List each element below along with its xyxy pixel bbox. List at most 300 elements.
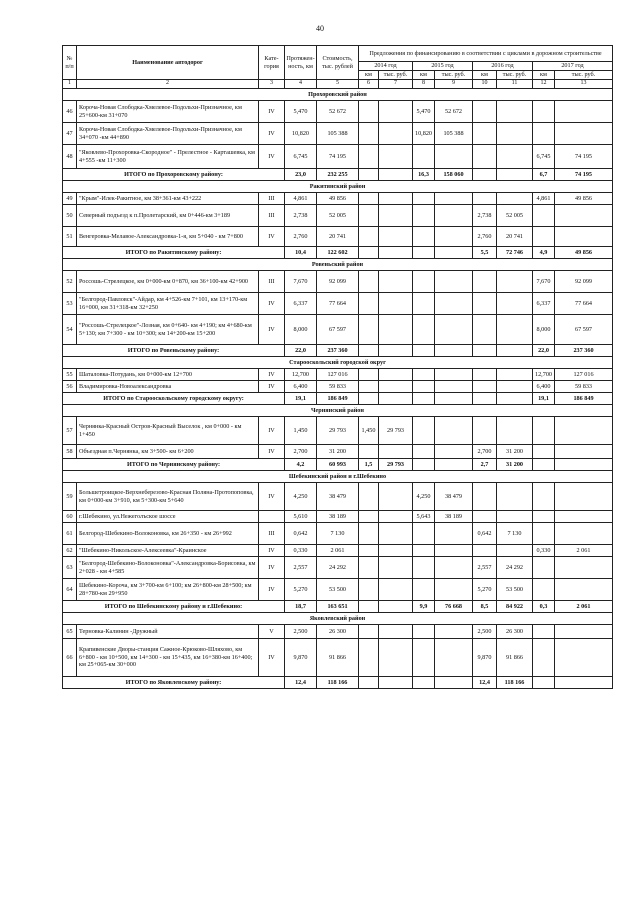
total-year-value bbox=[379, 345, 413, 357]
year-value bbox=[359, 579, 379, 601]
road-cost: 127 016 bbox=[317, 369, 359, 381]
road-length: 9,870 bbox=[285, 639, 317, 677]
header-km: км bbox=[413, 71, 435, 80]
total-year-value: 2 061 bbox=[555, 601, 613, 613]
total-year-value: 186 849 bbox=[555, 393, 613, 405]
district-total-row bbox=[63, 169, 613, 181]
year-value: 6,745 bbox=[533, 145, 555, 169]
table-row bbox=[63, 369, 613, 381]
road-name: Короча-Новая Слободка-Хмелевое-Подольхи-Призначное, км 34+070 -км 44+890 bbox=[77, 123, 259, 145]
year-value: 91 866 bbox=[497, 639, 533, 677]
year-value bbox=[533, 523, 555, 545]
road-name: Северный подъезд к п.Пролетарский, км 0+446-км 3+189 bbox=[77, 205, 259, 227]
total-year-value bbox=[379, 393, 413, 405]
year-value bbox=[379, 625, 413, 639]
header-rub: тыс. руб. bbox=[435, 71, 473, 80]
year-value bbox=[359, 557, 379, 579]
total-year-value bbox=[435, 677, 473, 689]
total-year-value bbox=[359, 601, 379, 613]
road-name: Объездная п.Чернянка, км 3+500- км 6+200 bbox=[77, 445, 259, 459]
year-value: 7,670 bbox=[533, 271, 555, 293]
road-category bbox=[259, 511, 285, 523]
year-value bbox=[555, 227, 613, 247]
year-value bbox=[533, 417, 555, 445]
road-cost: 53 500 bbox=[317, 579, 359, 601]
year-value bbox=[473, 271, 497, 293]
district-total-row bbox=[63, 247, 613, 259]
year-value: 29 793 bbox=[379, 417, 413, 445]
total-cost: 232 255 bbox=[317, 169, 359, 181]
total-year-value bbox=[435, 345, 473, 357]
road-category: IV bbox=[259, 293, 285, 315]
year-value bbox=[413, 523, 435, 545]
road-cost: 52 005 bbox=[317, 205, 359, 227]
total-length: 23,0 bbox=[285, 169, 317, 181]
year-value bbox=[379, 511, 413, 523]
year-value: 92 099 bbox=[555, 271, 613, 293]
year-value bbox=[379, 193, 413, 205]
total-year-value: 19,1 bbox=[533, 393, 555, 405]
year-value bbox=[473, 417, 497, 445]
total-cost: 163 651 bbox=[317, 601, 359, 613]
total-length: 19,1 bbox=[285, 393, 317, 405]
road-cost: 2 061 bbox=[317, 545, 359, 557]
year-value bbox=[435, 557, 473, 579]
year-value bbox=[359, 545, 379, 557]
district-title: Старооскольский городской округ bbox=[63, 357, 613, 369]
district-total-row bbox=[63, 601, 613, 613]
year-value bbox=[555, 523, 613, 545]
road-category: III bbox=[259, 205, 285, 227]
header-rub: тыс. руб. bbox=[379, 71, 413, 80]
year-value bbox=[359, 625, 379, 639]
table-row bbox=[63, 445, 613, 459]
total-year-value: 84 922 bbox=[497, 601, 533, 613]
year-value bbox=[379, 445, 413, 459]
year-value bbox=[555, 511, 613, 523]
header-category: Кате- гория bbox=[259, 46, 285, 80]
road-cost: 92 099 bbox=[317, 271, 359, 293]
road-cost: 20 741 bbox=[317, 227, 359, 247]
road-financing-table bbox=[62, 45, 613, 689]
district-header-row bbox=[63, 471, 613, 483]
year-value bbox=[379, 381, 413, 393]
year-value bbox=[379, 557, 413, 579]
year-value bbox=[473, 101, 497, 123]
total-year-value bbox=[473, 345, 497, 357]
year-value bbox=[359, 445, 379, 459]
row-number: 50 bbox=[63, 205, 77, 227]
total-year-value: 237 360 bbox=[555, 345, 613, 357]
year-value bbox=[473, 381, 497, 393]
year-value: 2,557 bbox=[473, 557, 497, 579]
total-year-value bbox=[473, 393, 497, 405]
year-value: 74 195 bbox=[555, 145, 613, 169]
total-label: ИТОГО по Яковлевскому району: bbox=[63, 677, 285, 689]
road-length: 2,760 bbox=[285, 227, 317, 247]
year-value bbox=[555, 483, 613, 511]
year-value bbox=[413, 639, 435, 677]
total-year-value bbox=[359, 677, 379, 689]
year-value bbox=[413, 193, 435, 205]
year-value bbox=[413, 445, 435, 459]
year-value bbox=[379, 145, 413, 169]
total-year-value bbox=[533, 459, 555, 471]
table-row bbox=[63, 545, 613, 557]
road-name: Чернянка-Красный Остров-Красный Выселок , км 0+000 - км 1+450 bbox=[77, 417, 259, 445]
year-value bbox=[435, 293, 473, 315]
col-index: 12 bbox=[533, 80, 555, 89]
road-cost: 105 388 bbox=[317, 123, 359, 145]
district-total-row bbox=[63, 345, 613, 357]
total-year-value: 5,5 bbox=[473, 247, 497, 259]
total-year-value bbox=[413, 345, 435, 357]
road-name: г.Шебекино, ул.Нежеголъское шоссе bbox=[77, 511, 259, 523]
total-year-value bbox=[473, 169, 497, 181]
table-row bbox=[63, 625, 613, 639]
road-length: 12,700 bbox=[285, 369, 317, 381]
year-value bbox=[497, 193, 533, 205]
year-value bbox=[533, 625, 555, 639]
total-year-value bbox=[359, 247, 379, 259]
road-length: 2,700 bbox=[285, 445, 317, 459]
page-number: 40 bbox=[316, 24, 324, 33]
road-length: 10,820 bbox=[285, 123, 317, 145]
year-value bbox=[359, 271, 379, 293]
district-header-row bbox=[63, 181, 613, 193]
year-value bbox=[413, 315, 435, 345]
total-year-value: 12,4 bbox=[473, 677, 497, 689]
total-year-value bbox=[359, 169, 379, 181]
road-cost: 38 189 bbox=[317, 511, 359, 523]
col-index: 10 bbox=[473, 80, 497, 89]
total-cost: 118 166 bbox=[317, 677, 359, 689]
road-cost: 59 833 bbox=[317, 381, 359, 393]
road-name: Большетроицкое-Верхнеберезово-Красная Поляна-Протопоповка, км 0+000-км 3+910, км 5+300-км 5+640 bbox=[77, 483, 259, 511]
road-category: IV bbox=[259, 227, 285, 247]
total-year-value bbox=[497, 345, 533, 357]
row-number: 56 bbox=[63, 381, 77, 393]
year-value bbox=[533, 483, 555, 511]
year-value bbox=[379, 639, 413, 677]
year-value: 38 189 bbox=[435, 511, 473, 523]
year-value bbox=[359, 523, 379, 545]
year-value bbox=[497, 101, 533, 123]
year-value bbox=[359, 205, 379, 227]
district-total-row bbox=[63, 393, 613, 405]
header-name: Наименование автодорог bbox=[77, 46, 259, 80]
road-name: Шаталовка-Потудань, км 0+000-км 12+700 bbox=[77, 369, 259, 381]
year-value: 67 597 bbox=[555, 315, 613, 345]
road-category: IV bbox=[259, 557, 285, 579]
road-cost: 49 856 bbox=[317, 193, 359, 205]
road-length: 2,738 bbox=[285, 205, 317, 227]
year-value bbox=[379, 123, 413, 145]
total-year-value bbox=[379, 247, 413, 259]
year-value: 2 061 bbox=[555, 545, 613, 557]
road-category: III bbox=[259, 271, 285, 293]
road-category: IV bbox=[259, 445, 285, 459]
road-cost: 38 479 bbox=[317, 483, 359, 511]
road-category: IV bbox=[259, 145, 285, 169]
table-row bbox=[63, 193, 613, 205]
total-year-value bbox=[413, 393, 435, 405]
year-value bbox=[473, 293, 497, 315]
row-number: 66 bbox=[63, 639, 77, 677]
table-row bbox=[63, 557, 613, 579]
row-number: 52 bbox=[63, 271, 77, 293]
total-year-value: 72 746 bbox=[497, 247, 533, 259]
year-value: 10,820 bbox=[413, 123, 435, 145]
row-number: 62 bbox=[63, 545, 77, 557]
year-value bbox=[533, 579, 555, 601]
year-value: 31 200 bbox=[497, 445, 533, 459]
year-value bbox=[413, 545, 435, 557]
year-value bbox=[473, 193, 497, 205]
road-length: 2,500 bbox=[285, 625, 317, 639]
road-category: IV bbox=[259, 381, 285, 393]
year-value bbox=[555, 445, 613, 459]
total-year-value: 158 060 bbox=[435, 169, 473, 181]
total-year-value: 8,5 bbox=[473, 601, 497, 613]
table-row bbox=[63, 417, 613, 445]
col-index: 13 bbox=[555, 80, 613, 89]
row-number: 64 bbox=[63, 579, 77, 601]
total-year-value bbox=[555, 459, 613, 471]
road-category: IV bbox=[259, 101, 285, 123]
year-value: 6,400 bbox=[533, 381, 555, 393]
road-length: 6,745 bbox=[285, 145, 317, 169]
total-year-value bbox=[359, 345, 379, 357]
table-row bbox=[63, 293, 613, 315]
district-header-row bbox=[63, 357, 613, 369]
road-length: 0,330 bbox=[285, 545, 317, 557]
year-value bbox=[497, 315, 533, 345]
total-year-value bbox=[497, 169, 533, 181]
year-value bbox=[435, 227, 473, 247]
year-value bbox=[497, 293, 533, 315]
road-length: 2,557 bbox=[285, 557, 317, 579]
year-value: 5,643 bbox=[413, 511, 435, 523]
table-row bbox=[63, 123, 613, 145]
road-name: Корочa-Новая Слободка-Хмелевое-Подольхи-Призначное, км 25+600-км 31+070 bbox=[77, 101, 259, 123]
year-value bbox=[413, 579, 435, 601]
header-year-2015: 2015 год bbox=[413, 62, 473, 71]
year-value bbox=[359, 381, 379, 393]
road-length: 6,337 bbox=[285, 293, 317, 315]
road-category: IV bbox=[259, 639, 285, 677]
header-km: км bbox=[359, 71, 379, 80]
row-number: 58 bbox=[63, 445, 77, 459]
total-cost: 237 360 bbox=[317, 345, 359, 357]
district-total-row bbox=[63, 677, 613, 689]
road-cost: 7 130 bbox=[317, 523, 359, 545]
col-index: 3 bbox=[259, 80, 285, 89]
header-year-2014: 2014 год bbox=[359, 62, 413, 71]
total-length: 22,0 bbox=[285, 345, 317, 357]
district-total-row bbox=[63, 459, 613, 471]
year-value bbox=[435, 315, 473, 345]
year-value: 5,470 bbox=[413, 101, 435, 123]
total-year-value bbox=[359, 393, 379, 405]
road-length: 5,470 bbox=[285, 101, 317, 123]
year-value bbox=[413, 271, 435, 293]
road-category: IV bbox=[259, 417, 285, 445]
year-value bbox=[473, 145, 497, 169]
year-value: 2,700 bbox=[473, 445, 497, 459]
year-value: 38 479 bbox=[435, 483, 473, 511]
year-value bbox=[435, 381, 473, 393]
road-category: IV bbox=[259, 315, 285, 345]
col-index: 2 bbox=[77, 80, 259, 89]
district-header-row bbox=[63, 259, 613, 271]
total-length: 4,2 bbox=[285, 459, 317, 471]
header-length: Протяжен- ность, км bbox=[285, 46, 317, 80]
road-category: IV bbox=[259, 483, 285, 511]
year-value bbox=[359, 639, 379, 677]
road-name: Венгеровка-Мелавое-Александровка-1-я, км 5+040 - км 7+800 bbox=[77, 227, 259, 247]
year-value: 0,642 bbox=[473, 523, 497, 545]
row-number: 59 bbox=[63, 483, 77, 511]
col-index: 5 bbox=[317, 80, 359, 89]
table-row bbox=[63, 271, 613, 293]
road-name: Терновка-Калинин -Дружный bbox=[77, 625, 259, 639]
road-length: 1,450 bbox=[285, 417, 317, 445]
total-length: 12,4 bbox=[285, 677, 317, 689]
year-value: 24 292 bbox=[497, 557, 533, 579]
row-number: 48 bbox=[63, 145, 77, 169]
row-number: 47 bbox=[63, 123, 77, 145]
road-name: Белгород-Шебекино-Волоконовка, км 26+350 - км 26+992 bbox=[77, 523, 259, 545]
road-cost: 26 300 bbox=[317, 625, 359, 639]
year-value: 9,870 bbox=[473, 639, 497, 677]
district-title: Ракитянский район bbox=[63, 181, 613, 193]
year-value bbox=[359, 511, 379, 523]
total-year-value: 6,7 bbox=[533, 169, 555, 181]
header-year-2016: 2016 год bbox=[473, 62, 533, 71]
year-value: 52 672 bbox=[435, 101, 473, 123]
row-number: 60 bbox=[63, 511, 77, 523]
district-title: Шебекинский район и г.Шебекино bbox=[63, 471, 613, 483]
year-value bbox=[555, 557, 613, 579]
year-value: 0,330 bbox=[533, 545, 555, 557]
year-value bbox=[533, 205, 555, 227]
year-value bbox=[555, 625, 613, 639]
year-value bbox=[435, 145, 473, 169]
year-value bbox=[359, 293, 379, 315]
year-value bbox=[555, 579, 613, 601]
table-row bbox=[63, 145, 613, 169]
road-length: 4,250 bbox=[285, 483, 317, 511]
road-length: 0,642 bbox=[285, 523, 317, 545]
year-value: 127 016 bbox=[555, 369, 613, 381]
row-number: 61 bbox=[63, 523, 77, 545]
table-row bbox=[63, 315, 613, 345]
total-year-value bbox=[379, 601, 413, 613]
year-value bbox=[555, 101, 613, 123]
road-length: 7,670 bbox=[285, 271, 317, 293]
year-value: 6,337 bbox=[533, 293, 555, 315]
road-name: "Яковлево-Прохоровка-Скородное" - Прелестное - Карташевка, км 4+555 -км 11+300 bbox=[77, 145, 259, 169]
total-year-value: 4,9 bbox=[533, 247, 555, 259]
year-value bbox=[413, 145, 435, 169]
table-row bbox=[63, 511, 613, 523]
year-value: 2,760 bbox=[473, 227, 497, 247]
year-value: 59 833 bbox=[555, 381, 613, 393]
total-label: ИТОГО по Ровеньскому району: bbox=[63, 345, 285, 357]
road-category: III bbox=[259, 193, 285, 205]
year-value bbox=[359, 193, 379, 205]
year-value bbox=[413, 369, 435, 381]
total-year-value bbox=[413, 677, 435, 689]
year-value bbox=[497, 511, 533, 523]
year-value bbox=[473, 483, 497, 511]
road-name: Крапивенские Дворы-станция Сажное-Крюково-Шляхово, км 6+800 - км 10+500, км 14+300 - км 15+435, км 16+380-км 16+400; км 25+065-км 30+000 bbox=[77, 639, 259, 677]
year-value: 53 500 bbox=[497, 579, 533, 601]
year-value bbox=[413, 381, 435, 393]
year-value bbox=[473, 511, 497, 523]
total-cost: 122 602 bbox=[317, 247, 359, 259]
total-label: ИТОГО по Шебекинскому району и г.Шебекино: bbox=[63, 601, 285, 613]
row-number: 54 bbox=[63, 315, 77, 345]
col-index: 1 bbox=[63, 80, 77, 89]
year-value bbox=[413, 557, 435, 579]
year-value bbox=[359, 315, 379, 345]
road-name: Россошь-Стрелецкое, км 0+000-км 0+870, км 36+100-км 42+900 bbox=[77, 271, 259, 293]
year-value bbox=[435, 417, 473, 445]
year-value bbox=[533, 557, 555, 579]
total-year-value: 74 195 bbox=[555, 169, 613, 181]
header-rub: тыс. руб. bbox=[555, 71, 613, 80]
row-number: 49 bbox=[63, 193, 77, 205]
year-value bbox=[359, 123, 379, 145]
total-length: 10,4 bbox=[285, 247, 317, 259]
year-value bbox=[413, 625, 435, 639]
year-value bbox=[533, 639, 555, 677]
table-row bbox=[63, 205, 613, 227]
year-value bbox=[379, 227, 413, 247]
road-name: "Крым"-Илек-Ракитное, км 38+361-км 43+222 bbox=[77, 193, 259, 205]
total-year-value: 49 856 bbox=[555, 247, 613, 259]
year-value bbox=[473, 315, 497, 345]
year-value bbox=[413, 205, 435, 227]
year-value: 20 741 bbox=[497, 227, 533, 247]
year-value: 4,250 bbox=[413, 483, 435, 511]
year-value: 4,861 bbox=[533, 193, 555, 205]
year-value bbox=[473, 123, 497, 145]
road-name: Владимировка-Новоалександровка bbox=[77, 381, 259, 393]
row-number: 46 bbox=[63, 101, 77, 123]
total-year-value: 22,0 bbox=[533, 345, 555, 357]
year-value bbox=[379, 545, 413, 557]
road-cost: 24 292 bbox=[317, 557, 359, 579]
column-index-row bbox=[63, 80, 613, 89]
year-value bbox=[473, 545, 497, 557]
col-index: 6 bbox=[359, 80, 379, 89]
total-year-value: 76 668 bbox=[435, 601, 473, 613]
year-value bbox=[497, 483, 533, 511]
table-row bbox=[63, 381, 613, 393]
road-category: III bbox=[259, 523, 285, 545]
year-value bbox=[533, 511, 555, 523]
col-index: 8 bbox=[413, 80, 435, 89]
row-number: 53 bbox=[63, 293, 77, 315]
row-number: 51 bbox=[63, 227, 77, 247]
road-category: IV bbox=[259, 369, 285, 381]
col-index: 7 bbox=[379, 80, 413, 89]
road-category: IV bbox=[259, 123, 285, 145]
col-index: 9 bbox=[435, 80, 473, 89]
